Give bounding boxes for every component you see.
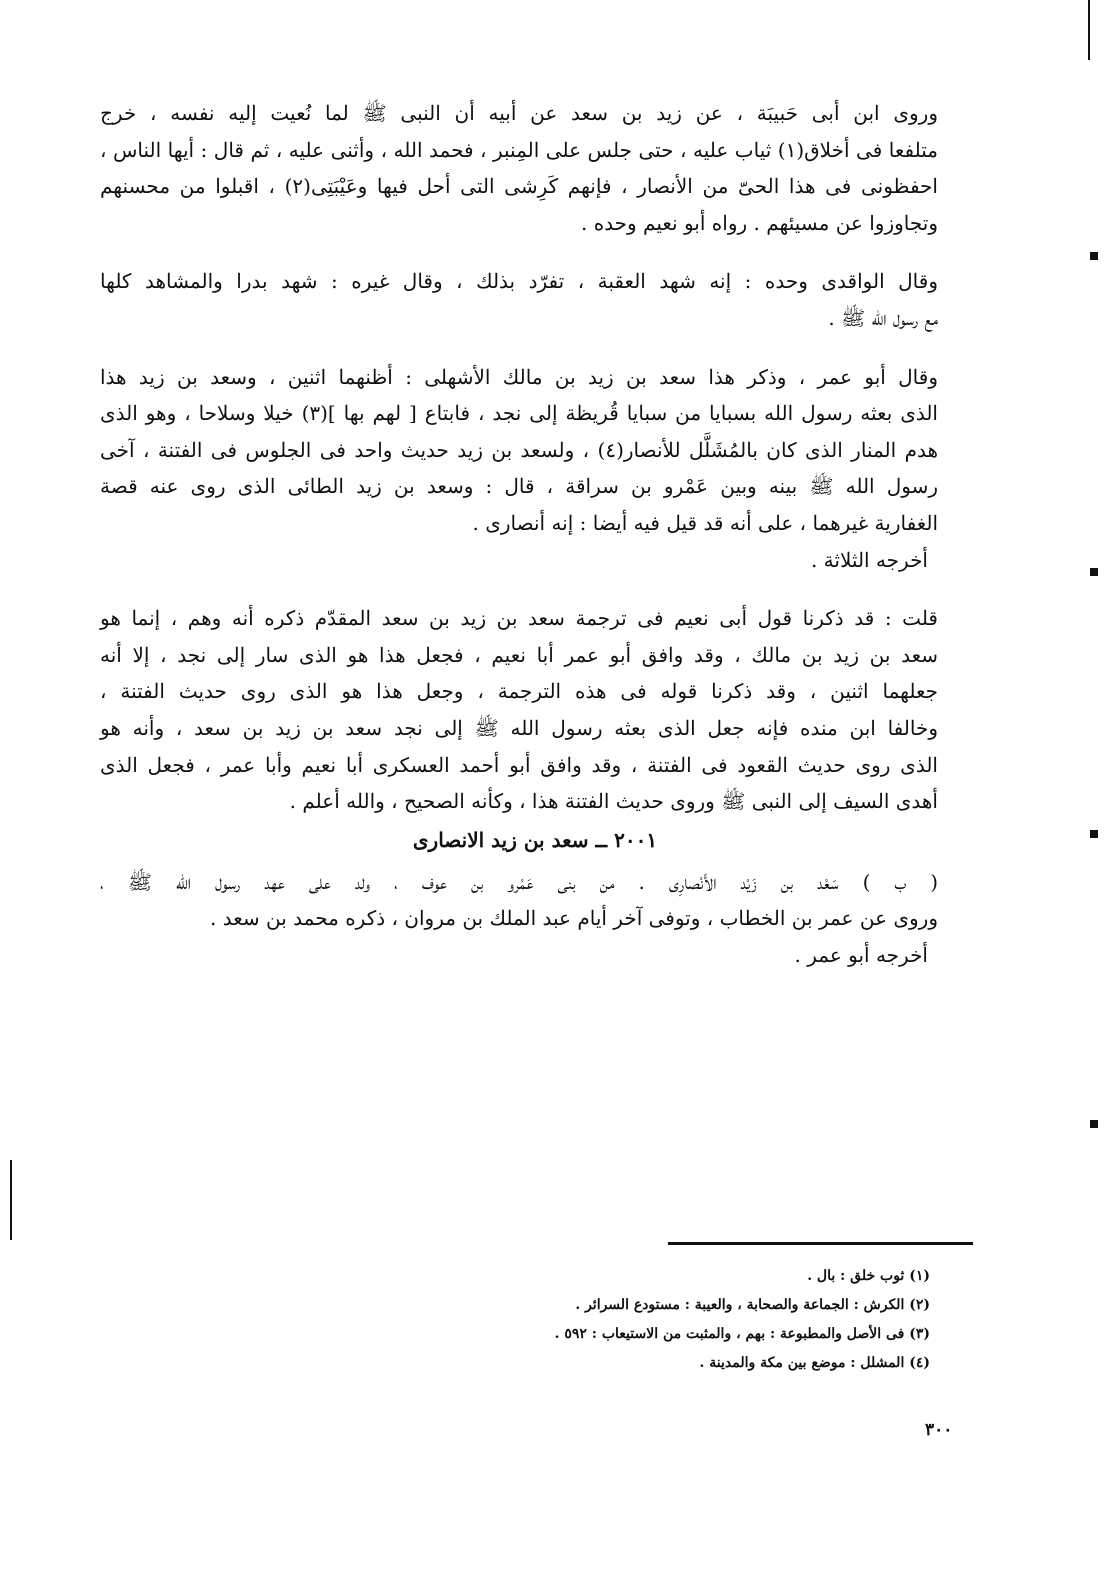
text-line: وتجاوزوا عن مسيئهم . رواه أبو نعيم وحده . [580,210,938,235]
text-line: وقال الواقدى وحده : إنه شهد العقبة ، تفرّد بذلك ، وقال غيره : شهد بدرا والمشاهد كلها [100,269,938,294]
text-line: جعلهما اثنين ، وقد ذكرنا قوله فى هذه الترجمة ، وجعل هذا هو الذى روى حديث الفتنة ، [100,679,938,704]
scan-edge-mark [1090,830,1098,838]
text-line: قلت : قد ذكرنا قول أبى نعيم فى ترجمة سعد بن زيد بن سعد المقدّم ذكره أنه وهم ، إنما هو [100,606,938,631]
paragraph-5 [100,600,970,820]
page-number: ٣٠٠ [925,1420,953,1440]
footnote-1: (١) ثوب خلق : بال . [807,1268,930,1284]
text-line: الذى روى حديث القعود فى الفتنة ، وقد وافق أبو أحمد العسكرى أبا نعيم وأبا عمر ، فجعل الذى [100,752,938,777]
page-body [100,95,970,995]
footnote-2: (٢) الكرش : الجماعة والصحابة ، والعيبة : مستودع السرائر . [575,1297,930,1313]
paragraph-2 [100,263,970,336]
entry-paragraph-1 [100,864,970,937]
paragraph-3 [100,359,970,542]
scan-edge-mark [1088,0,1090,60]
text-line: وقال أبو عمر ، وذكر هذا سعد بن زيد بن مالك الأشهلى : أظنهما اثنين ، وسعد بن زيد هذا [100,364,938,389]
text-line: سعد بن زيد بن مالك ، وقد وافق أبو عمر أبا نعيم ، فجعل هذا هو الذى سار إلى نجد ، إلا أنه [100,642,938,667]
text-line: الذى بعثه رسول الله بسبايا من سبايا قُريظة إلى نجد ، فابتاع [ لهم بها ](٣) خيلا وسلاحا ، وهو الذى [100,401,938,426]
text-line: رسول الله ﷺ بينه وبين عَمْرو بن سراقة ، قال : وسعد بن زيد الطائى الذى روى عنه قصة [100,474,938,499]
footnote-4: (٤) المشلل : موضع بين مكة والمدينة . [699,1355,930,1371]
text-line: الغفارية غيرهما ، على أنه قد قيل فيه أيضا : إنه أنصارى . [472,510,938,535]
footnotes [500,1262,930,1378]
scan-edge-mark [1090,1120,1098,1128]
footnote-divider [668,1242,973,1245]
entry-paragraph-2 [100,937,970,974]
paragraph-1 [100,95,970,241]
text-line: وخالفا ابن منده فإنه جعل الذى بعثه رسول الله ﷺ إلى نجد سعد بن زيد بن سعد ، وأنه هو [100,715,938,740]
entry-heading: ٢٠٠١ ــ سعد بن زيد الانصارى [412,827,658,852]
text-line: احفظونى فى هذا الحىّ من الأنصار ، فإنهم كَرِشى التى أحل فيها وعَيْبَتِى(٢) ، اقبلوا من محسنهم [100,174,938,199]
text-line: متلفعا فى أخلاق(١) ثياب عليه ، حتى جلس على المِنبر ، فحمد الله ، وأثنى عليه ، ثم قال : أيها الناس ، [100,137,938,162]
text-line: أخرجه أبو عمر . [794,942,928,967]
text-line: وروى عن عمر بن الخطاب ، وتوفى آخر أيام عبد الملك بن مروان ، ذكره محمد بن سعد . [210,906,938,931]
text-line: وروى ابن أبى حَبيبَة ، عن زيد بن سعد عن أبيه أن النبى ﷺ لما نُعيت إليه نفسه ، خرج [100,101,938,125]
footnote-3: (٣) فى الأصل والمطبوعة : بهم ، والمثبت من الاستيعاب : ٥٩٢ . [554,1326,930,1342]
text-line: أهدى السيف إلى النبى ﷺ وروى حديث الفتنة هذا ، وكأنه الصحيح ، والله أعلم . [289,789,938,814]
text-line: ( ب ) سَعْد بن زَيْد الأَنْصارِى . من بنى عَمْرو بن عوف ، ولد على عهد رسول الله ﷺ ، [100,869,938,894]
scan-edge-mark [10,1160,12,1240]
paragraph-4 [100,542,970,579]
text-line: هدم المنار الذى كان بالمُشَلَّل للأنصار(٤) ، ولسعد بن زيد حديث واحد فى الجلوس فى الفتنة ، آخى [100,437,938,462]
scan-edge-mark [1090,252,1098,260]
text-line: أخرجه الثلاثة . [810,547,928,572]
scan-edge-mark [1090,568,1098,576]
text-line: مع رسول الله ﷺ . [828,305,938,330]
